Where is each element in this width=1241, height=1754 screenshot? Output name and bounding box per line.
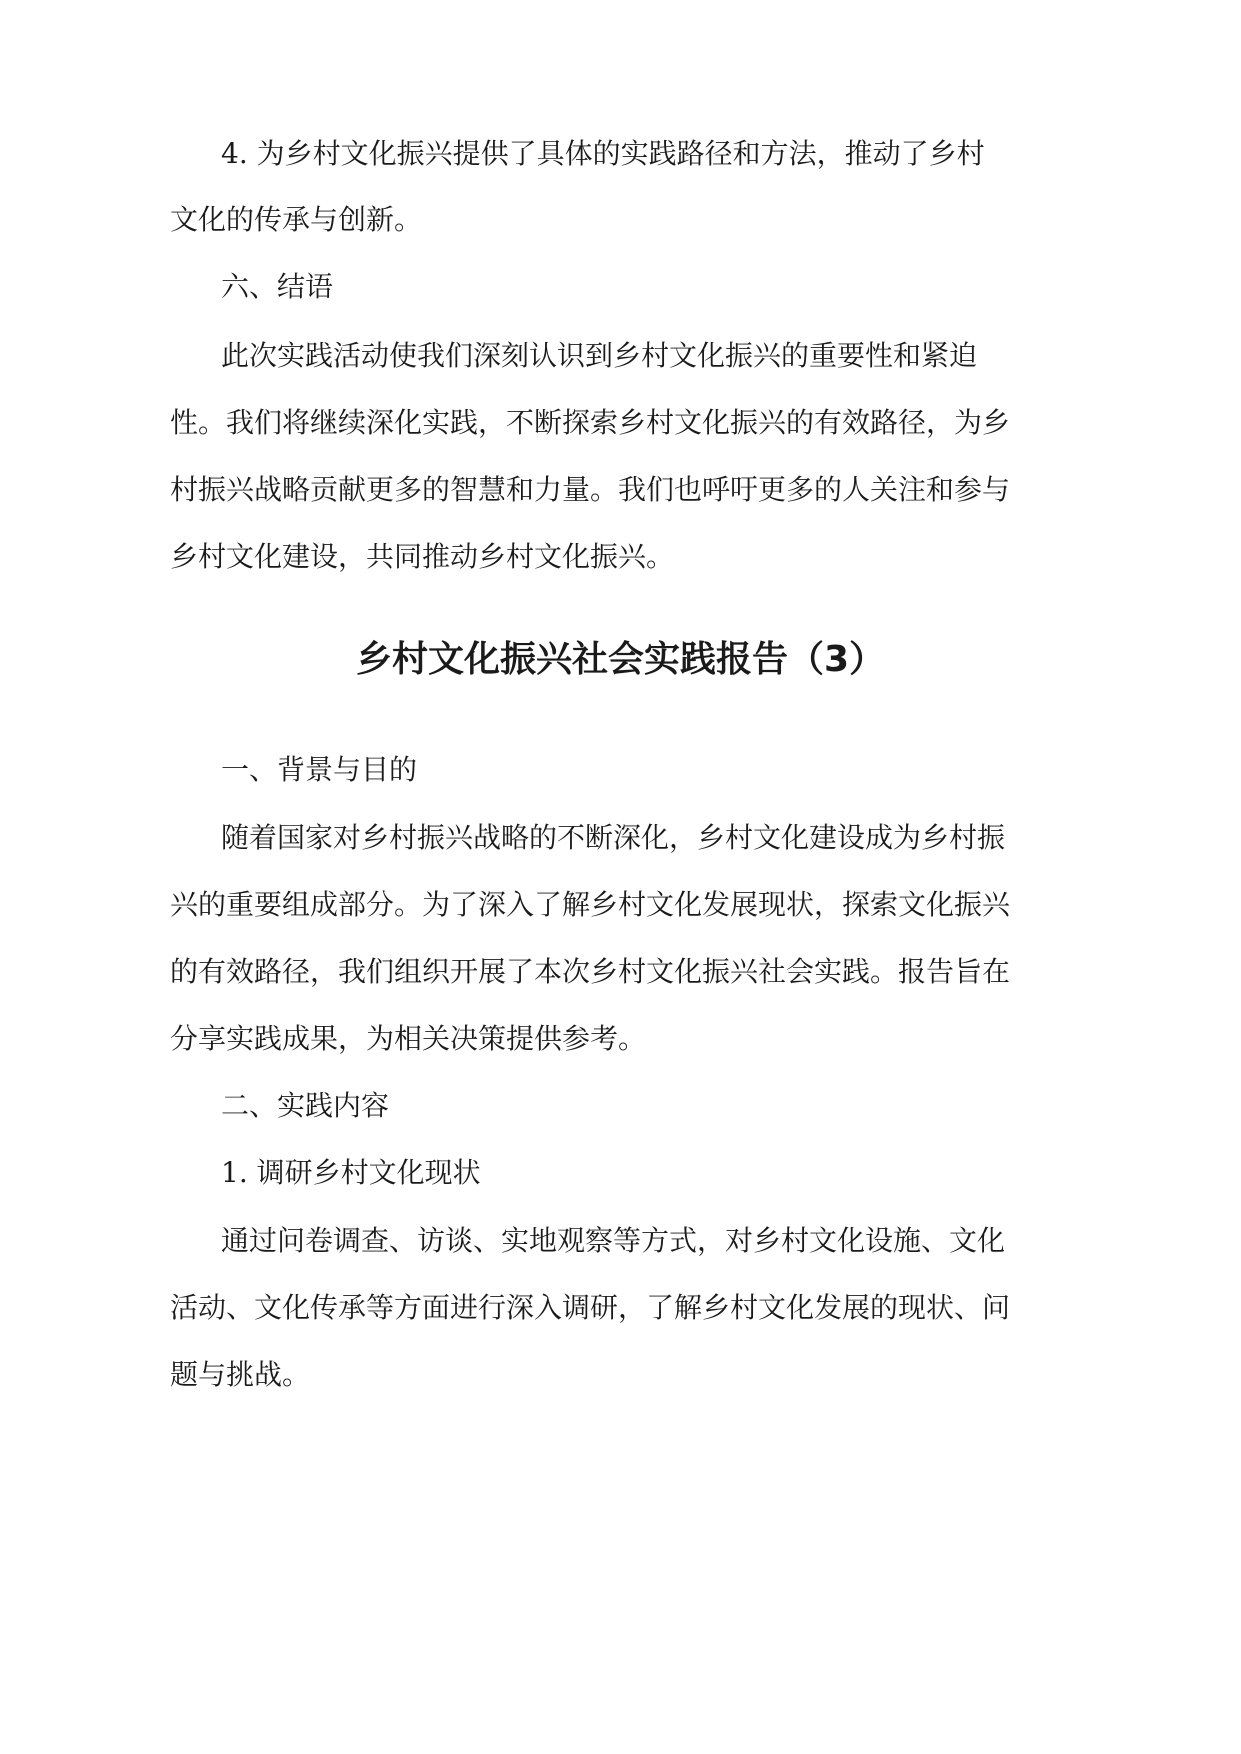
- survey-line-2: 活动、文化传承等方面进行深入调研，了解乡村文化发展的现状、问: [170, 1291, 1011, 1324]
- background-line-2: 兴的重要组成部分。为了深入了解乡村文化发展现状，探索文化振兴: [170, 888, 1011, 921]
- conclusion-line-2: 性。我们将继续深化实践，不断探索乡村文化振兴的有效路径，为乡: [170, 406, 1011, 439]
- survey-line-3: 题与挑战。: [170, 1358, 311, 1391]
- section-6-heading: 六、结语: [221, 270, 334, 303]
- item-1-heading: 1. 调研乡村文化现状: [221, 1156, 481, 1189]
- item-4-line-2: 文化的传承与创新。: [170, 203, 423, 236]
- report-title: 乡村文化振兴社会实践报告（3）: [355, 639, 886, 680]
- survey-line-1: 通过问卷调查、访谈、实地观察等方式，对乡村文化设施、文化: [221, 1224, 1006, 1257]
- item-4-line-1: 4. 为乡村文化振兴提供了具体的实践路径和方法，推动了乡村: [221, 137, 985, 170]
- section-2-heading: 二、实践内容: [221, 1089, 390, 1122]
- background-line-1: 随着国家对乡村振兴战略的不断深化，乡村文化建设成为乡村振: [221, 821, 1006, 854]
- background-line-4: 分享实践成果，为相关决策提供参考。: [170, 1022, 647, 1055]
- conclusion-line-1: 此次实践活动使我们深刻认识到乡村文化振兴的重要性和紧迫: [221, 339, 978, 372]
- conclusion-line-3: 村振兴战略贡献更多的智慧和力量。我们也呼吁更多的人关注和参与: [170, 473, 1011, 506]
- background-line-3: 的有效路径，我们组织开展了本次乡村文化振兴社会实践。报告旨在: [170, 955, 1011, 988]
- section-1-heading: 一、背景与目的: [221, 753, 418, 786]
- conclusion-line-4: 乡村文化建设，共同推动乡村文化振兴。: [170, 540, 675, 573]
